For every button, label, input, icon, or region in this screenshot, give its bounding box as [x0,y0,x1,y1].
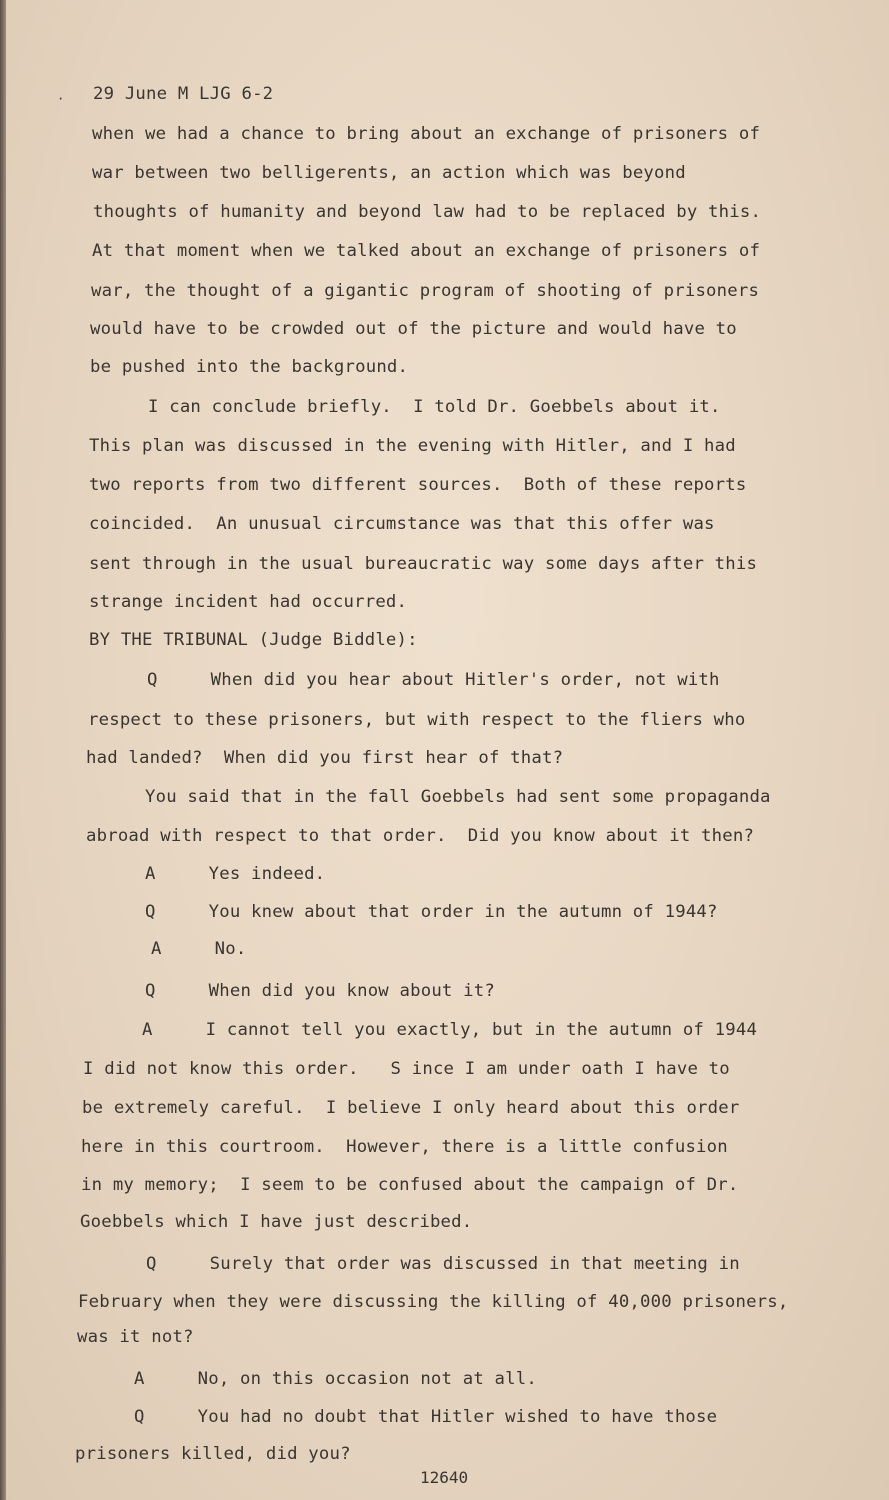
text-line: was it not? [77,1327,194,1347]
margin-mark: · [57,92,65,106]
text-line: Q When did you know about it? [145,981,495,1001]
text-line: war between two belligerents, an action which was beyond [92,163,686,183]
text-line: coincided. An unusual circumstance was that this offer was [89,514,715,534]
text-line: when we had a chance to bring about an exchange of prisoners of [92,124,761,144]
text-line: thoughts of humanity and beyond law had to be replaced by this. [93,202,762,222]
text-line: A Yes indeed. [145,864,326,884]
text-line: February when they were discussing the killing of 40,000 prisoners, [78,1292,789,1312]
text-line: in my memory; I seem to be confused about the campaign of Dr. [81,1175,739,1195]
text-line: You said that in the fall Goebbels had sent some propaganda [145,787,771,807]
text-line: here in this courtroom. However, there is a little confusion [81,1137,728,1157]
text-line: Q You knew about that order in the autumn of 1944? [145,902,718,922]
text-line: Q When did you hear about Hitler's order, not with [147,670,720,690]
text-line: I can conclude briefly. I told Dr. Goebbels about it. [148,397,721,417]
text-line: A No, on this occasion not at all. [134,1369,537,1389]
text-line: war, the thought of a gigantic program of shooting of prisoners [91,281,760,301]
text-line: had landed? When did you first hear of that? [86,748,564,768]
text-line: A I cannot tell you exactly, but in the autumn of 1944 [142,1020,758,1040]
text-line: respect to these prisoners, but with respect to the fliers who [88,710,746,730]
text-line: Q You had no doubt that Hitler wished to have those [134,1407,718,1427]
text-line: A No. [151,939,247,959]
text-line: This plan was discussed in the evening with Hitler, and I had [89,436,736,456]
text-line: Goebbels which I have just described. [80,1212,473,1232]
page-edge-shadow [0,0,6,1500]
text-line: would have to be crowded out of the picture and would have to [90,319,737,339]
text-line: abroad with respect to that order. Did you know about it then? [86,826,755,846]
text-line: prisoners killed, did you? [75,1444,351,1464]
text-line: strange incident had occurred. [89,592,408,612]
text-line: I did not know this order. S ince I am under oath I have to [83,1059,730,1079]
text-line: two reports from two different sources. Both of these reports [89,475,747,495]
text-line: sent through in the usual bureaucratic way some days after this [89,554,758,574]
text-line: At that moment when we talked about an exchange of prisoners of [92,241,761,261]
section-heading: BY THE TRIBUNAL (Judge Biddle): [89,630,418,650]
text-line: be extremely careful. I believe I only heard about this order [82,1098,740,1118]
page-header: 29 June M LJG 6-2 [93,84,274,104]
page-number: 12640 [420,1468,469,1487]
text-line: be pushed into the background. [90,357,409,377]
text-line: Q Surely that order was discussed in that meeting in [146,1254,740,1274]
